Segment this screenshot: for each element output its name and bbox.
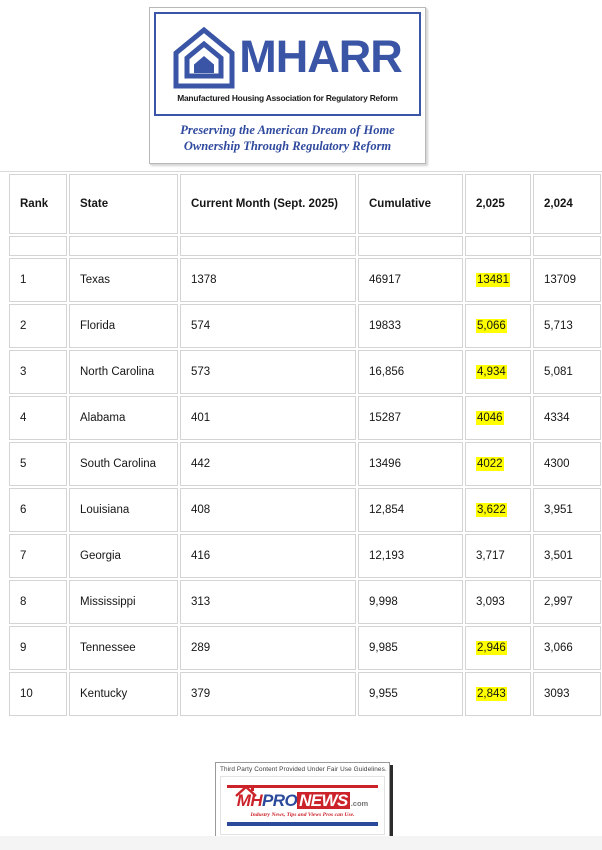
cell-2025 — [465, 488, 531, 532]
table-row — [9, 626, 601, 670]
spacer-cell — [9, 236, 67, 256]
spacer-cell — [533, 236, 601, 256]
shipment-table-region — [0, 171, 602, 718]
cell-state: Louisiana — [69, 488, 178, 532]
mharr-tagline — [154, 116, 421, 159]
cell-rank: 6 — [9, 488, 67, 532]
fair-use-notice: Third Party Content Provided Under Fair Use Guidelines. — [220, 766, 387, 773]
cell-rank: 10 — [9, 672, 67, 716]
cell-state: Alabama — [69, 396, 178, 440]
cell-state: Mississippi — [69, 580, 178, 624]
mharr-association-line: Manufactured Housing Association for Regulatory Reform — [177, 92, 398, 103]
cell-2024: 3,066 — [533, 626, 601, 670]
roof-icon — [235, 785, 257, 797]
mhpronews-wordmark — [237, 792, 368, 809]
cell-rank: 5 — [9, 442, 67, 486]
cell-2025: 3,717 — [465, 534, 531, 578]
cell-state: Florida — [69, 304, 178, 348]
logo-text-com: .com — [350, 799, 369, 809]
cell-cumulative: 12,854 — [358, 488, 463, 532]
cell-2025 — [465, 304, 531, 348]
cell-cumulative: 9,955 — [358, 672, 463, 716]
cell-2024: 2,997 — [533, 580, 601, 624]
table-header — [9, 174, 601, 234]
highlight-mark: 4,934 — [477, 365, 506, 378]
highlight-mark: 2,843 — [477, 687, 506, 700]
cell-current-month: 401 — [180, 396, 356, 440]
cell-current-month: 573 — [180, 350, 356, 394]
cell-state: North Carolina — [69, 350, 178, 394]
table-spacer-row — [9, 236, 601, 256]
spacer-cell — [465, 236, 531, 256]
column-header-2024: 2,024 — [533, 174, 601, 234]
cell-state: Georgia — [69, 534, 178, 578]
mharr-logo-top — [154, 12, 421, 116]
cell-cumulative: 16,856 — [358, 350, 463, 394]
spacer-cell — [69, 236, 178, 256]
cell-rank: 8 — [9, 580, 67, 624]
bottom-band — [0, 836, 602, 850]
cell-cumulative: 9,985 — [358, 626, 463, 670]
highlight-mark: 4046 — [477, 411, 503, 424]
cell-state: South Carolina — [69, 442, 178, 486]
column-header-cumulative: Cumulative — [358, 174, 463, 234]
mhpronews-tagline: Industry News, Tips and Views Pros can Use. — [250, 811, 355, 818]
table-row — [9, 580, 601, 624]
cell-2024: 4334 — [533, 396, 601, 440]
cell-rank: 7 — [9, 534, 67, 578]
cell-2025 — [465, 626, 531, 670]
table-row — [9, 396, 601, 440]
spacer-cell — [358, 236, 463, 256]
cell-2025 — [465, 396, 531, 440]
cell-current-month: 313 — [180, 580, 356, 624]
cell-cumulative: 15287 — [358, 396, 463, 440]
cell-2025 — [465, 350, 531, 394]
cell-rank: 1 — [9, 258, 67, 302]
mharr-tagline-line2: Ownership Through Regulatory Reform — [183, 138, 392, 153]
logo-text-news: NEWS — [299, 790, 348, 810]
cell-current-month: 442 — [180, 442, 356, 486]
cell-2025 — [465, 442, 531, 486]
table-row — [9, 534, 601, 578]
cell-2025 — [465, 258, 531, 302]
cell-current-month: 408 — [180, 488, 356, 532]
table-header-row — [9, 174, 601, 234]
highlight-mark: 4022 — [477, 457, 503, 470]
cell-current-month: 379 — [180, 672, 356, 716]
column-header-rank: Rank — [9, 174, 67, 234]
cell-current-month: 416 — [180, 534, 356, 578]
highlight-mark: 3,622 — [477, 503, 506, 516]
cell-rank: 3 — [9, 350, 67, 394]
table-row — [9, 442, 601, 486]
cell-cumulative: 19833 — [358, 304, 463, 348]
cell-2024: 5,081 — [533, 350, 601, 394]
cell-cumulative: 13496 — [358, 442, 463, 486]
mharr-tagline-line1: Preserving the American Dream of Home — [180, 122, 395, 137]
cell-rank: 2 — [9, 304, 67, 348]
cell-state: Kentucky — [69, 672, 178, 716]
highlight-mark: 2,946 — [477, 641, 506, 654]
table-body — [9, 236, 601, 716]
cell-rank: 9 — [9, 626, 67, 670]
cell-2024: 3,501 — [533, 534, 601, 578]
cell-current-month: 1378 — [180, 258, 356, 302]
logo-text-mh: MH — [236, 790, 263, 810]
cell-rank: 4 — [9, 396, 67, 440]
logo-text-pro: PRO — [262, 790, 298, 810]
cell-2024: 13709 — [533, 258, 601, 302]
cell-2025 — [465, 672, 531, 716]
column-header-state: State — [69, 174, 178, 234]
cell-2024: 5,713 — [533, 304, 601, 348]
highlight-mark: 13481 — [477, 273, 509, 286]
mhpronews-footer-badge — [215, 762, 390, 838]
cell-2024: 4300 — [533, 442, 601, 486]
table-row — [9, 672, 601, 716]
cell-cumulative: 9,998 — [358, 580, 463, 624]
cell-cumulative: 12,193 — [358, 534, 463, 578]
cell-state: Texas — [69, 258, 178, 302]
table-row — [9, 304, 601, 348]
cell-current-month: 289 — [180, 626, 356, 670]
mharr-wordmark: MHARR — [239, 31, 402, 83]
table-row — [9, 258, 601, 302]
mharr-logo-inner — [154, 12, 421, 159]
mharr-logo-row — [162, 27, 413, 89]
house-icon — [173, 27, 235, 89]
column-header-current-month: Current Month (Sept. 2025) — [180, 174, 356, 234]
cell-2024: 3093 — [533, 672, 601, 716]
column-header-2025: 2,025 — [465, 174, 531, 234]
table-row — [9, 350, 601, 394]
mharr-logo-block — [149, 7, 426, 164]
mhpronews-logo-box — [220, 776, 385, 835]
spacer-cell — [180, 236, 356, 256]
cell-2025: 3,093 — [465, 580, 531, 624]
cell-state: Tennessee — [69, 626, 178, 670]
state-shipment-table — [7, 172, 602, 718]
cell-cumulative: 46917 — [358, 258, 463, 302]
highlight-mark: 5,066 — [477, 319, 506, 332]
table-row — [9, 488, 601, 532]
cell-2024: 3,951 — [533, 488, 601, 532]
cell-current-month: 574 — [180, 304, 356, 348]
logo-blue-bar — [227, 822, 378, 826]
